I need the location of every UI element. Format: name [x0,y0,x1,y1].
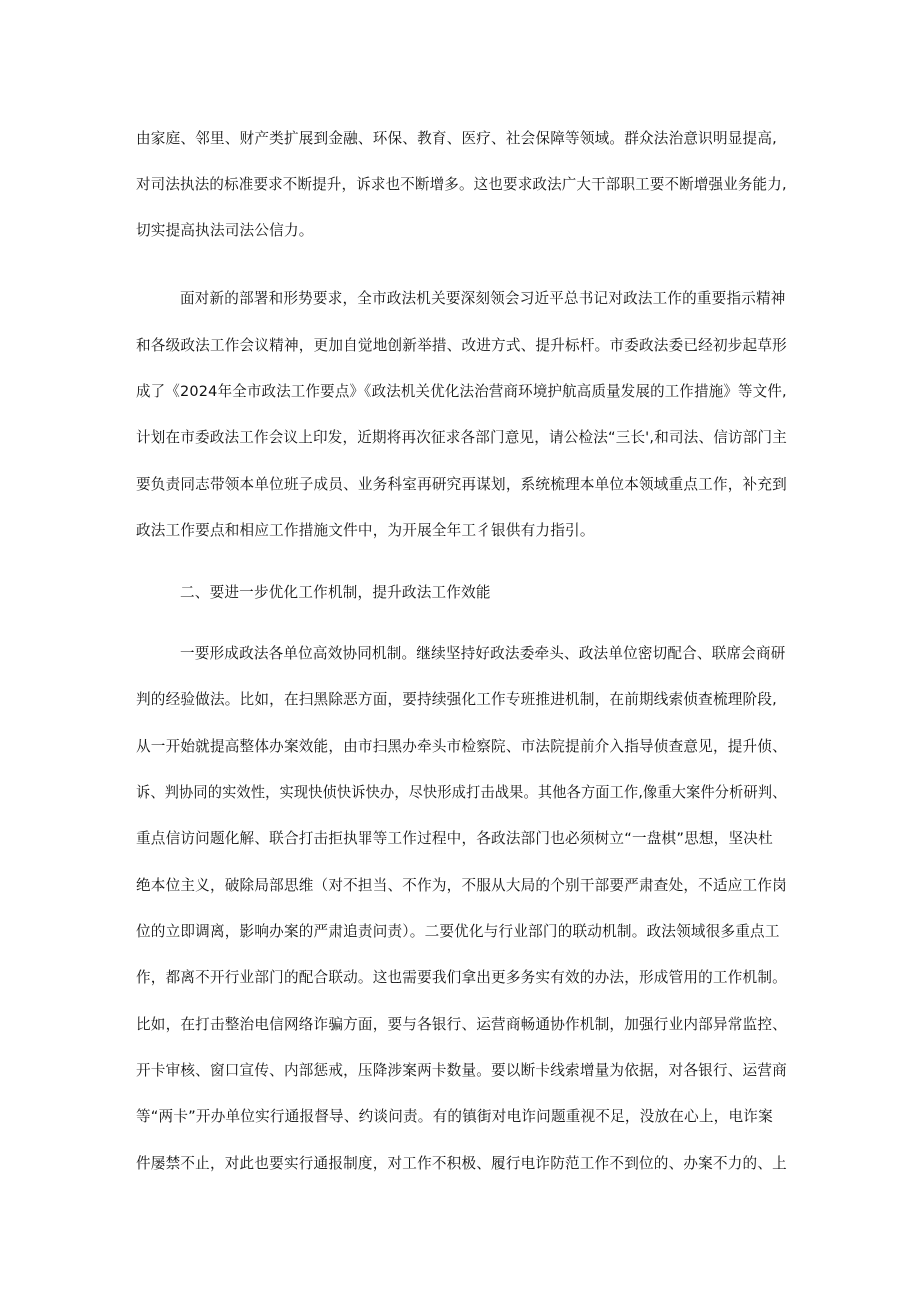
text-line: 面对新的部署和形势要求，全市政法机关要深刻领会习近平总书记对政法工作的重要指示精神 [180,290,786,307]
text-line: 一要形成政法各单位高效协同机制。继续坚持好政法委牵头、政法单位密切配合、联席会商研 [180,645,786,662]
text-line: 位的立即调离，影响办案的严肃追责问责）。二要优化与行业部门的联动机制。政法领域很多重点工 [136,923,780,940]
text-line: 判的经验做法。比如，在扫黑除恶方面，要持续强化工作专班推进机制，在前期线索侦查梳理阶段, [136,691,777,708]
text-line: 重点信访问题化解、联合打击拒执罪等工作过程中，各政法部门也必须树立“一盘棋”思想，坚决杜 [136,830,773,847]
text-line: 计划在市委政法工作会议上印发，近期将再次征求各部门意见，请公检法“三长',和司法、信访部门主 [136,429,787,446]
text-line: 成了《2024年全市政法工作要点》《政法机关优化法治营商环境护航高质量发展的工作措施》等文件, [136,383,787,400]
text-line: 政法工作要点和相应工作措施文件中，为开展全年工彳银供有力指引。 [136,522,595,539]
text-line: 诉、判协同的实效性，实现快侦快诉快办，尽快形成打击战果。其他各方面工作,像重大案件分析研判、 [136,784,787,801]
text-line: 件屡禁不止，对此也要实行通报制度，对工作不积极、履行电诈防范工作不到位的、办案不力的、上 [136,1155,787,1172]
text-line: 要负责同志带领本单位班子成员、业务科室再研究再谋划，系统梳理本单位本领域重点工作，补充到 [136,476,787,493]
section-heading: 二、要进一步优化工作机制，提升政法工作效能 [180,584,491,601]
text-line: 比如，在打击整治电信网络诈骗方面，要与各银行、运营商畅通协作机制，加强行业内部异常监控、 [136,1016,787,1033]
text-line: 从一开始就提高整体办案效能，由市扫黑办牵头市检察院、市法院提前介入指导侦查意见，提升侦、 [136,738,787,755]
text-line: 对司法执法的标准要求不断提升，诉求也不断增多。这也要求政法广大干部职工要不断增强业务能力, [136,176,787,193]
text-line: 作，都离不开行业部门的配合联动。这也需要我们拿出更多务实有效的办法，形成管用的工作机制。 [136,969,787,986]
text-line: 绝本位主义，破除局部思维（对不担当、不作为，不服从大局的个别干部要严肃查处，不适应工作岗 [136,877,787,894]
text-line: 由家庭、邻里、财产类扩展到金融、环保、教育、医疗、社会保障等领域。群众法治意识明显提高, [136,130,777,147]
text-line: 等“两卡”开办单位实行通报督导、约谈问责。有的镇街对电诈问题重视不足，没放在心上，电诈案 [136,1108,773,1125]
text-line: 和各级政法工作会议精神，更加自觉地创新举措、改进方式、提升标杆。市委政法委已经初步起草形 [136,337,787,354]
text-line: 切实提高执法司法公信力。 [136,222,314,239]
text-line: 开卡审核、窗口宣传、内部惩戒，压降涉案两卡数量。要以断卡线索增量为依据，对各银行、运营商 [136,1062,787,1079]
